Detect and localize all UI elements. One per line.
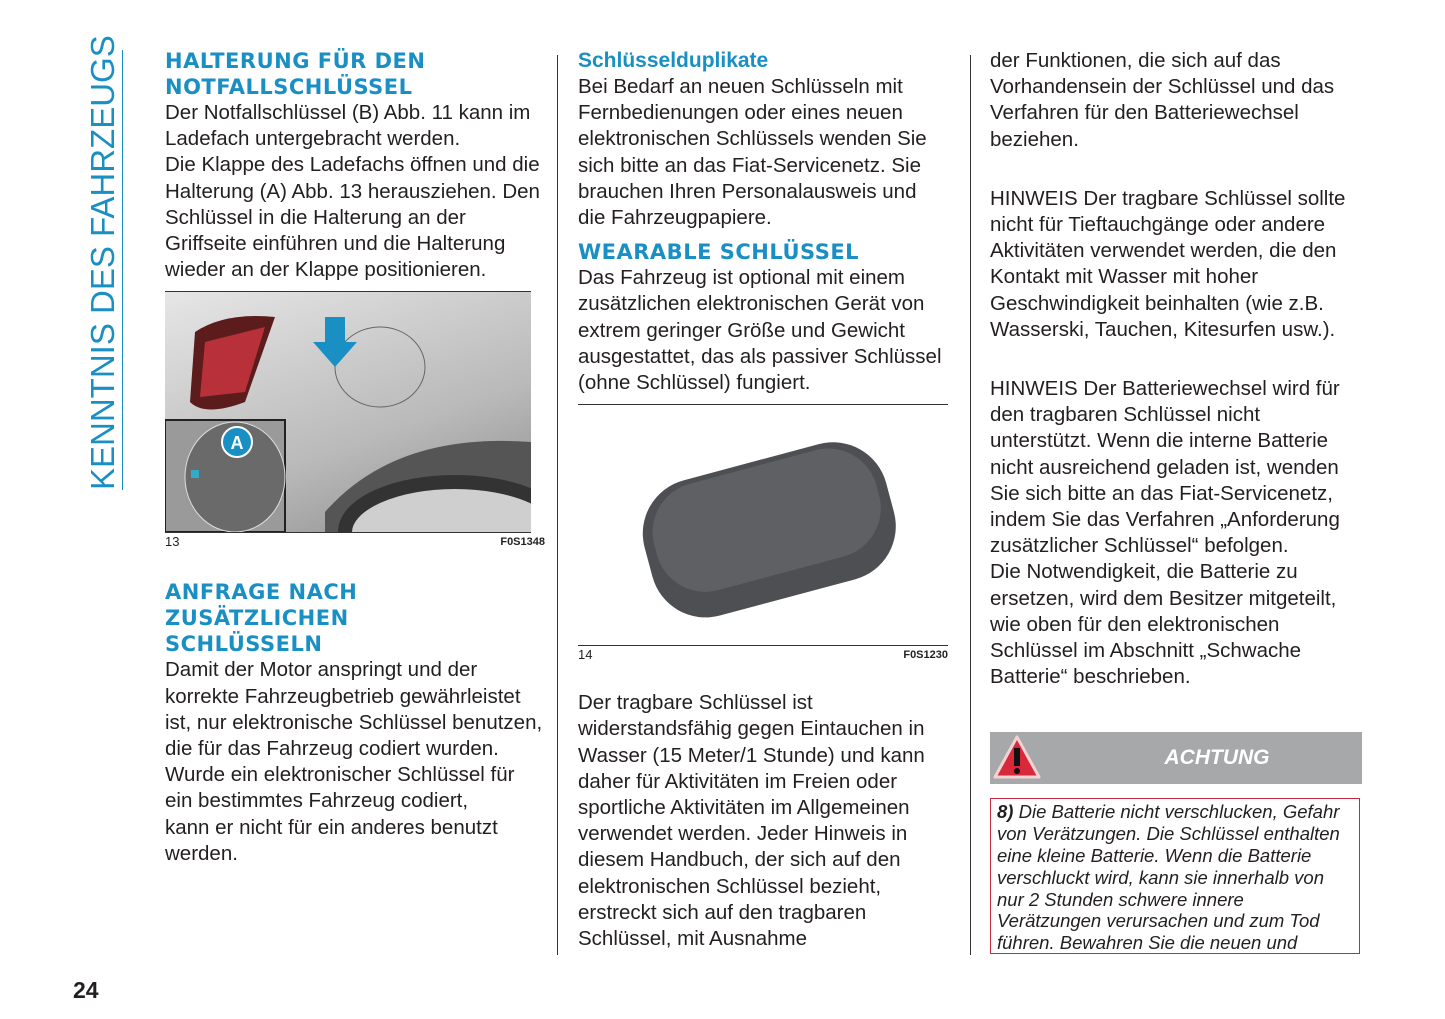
page-number: 24: [73, 977, 99, 1003]
svg-text:A: A: [230, 433, 244, 454]
column-3: [990, 48, 1365, 954]
figure-14-image: [578, 404, 948, 646]
figure-13-caption: 13 F0S1348: [165, 534, 545, 550]
paragraph: Die Notwendigkeit, die Batterie zu ersetzen, wird dem Besitzer mitgeteilt, wie oben für den elektronischen Schlüssel im Abschnitt „Schwache Batterie“ beschrieben.: [990, 560, 1337, 689]
paragraph: Der Notfallschlüssel (B) Abb. 11 kann im Ladefach untergebracht werden.: [165, 101, 531, 151]
note-paragraph: HINWEIS Der Batteriewechsel wird für den tragbaren Schlüssel nicht unterstützt. Wenn die interne Batterie nicht ausreichend geladen ist, wenden Sie sich bitte an das Fiat-Servicenetz, indem Sie das Verfahren „Anforderung zusätzlicher Schlüssel“ befolgen.: [990, 377, 1340, 558]
warning-header: [990, 732, 1362, 784]
warning-title: ACHTUNG: [1164, 746, 1270, 770]
column-divider: [970, 55, 971, 955]
paragraph: der Funktionen, die sich auf das Vorhandensein der Schlüssel und das Verfahren für den Batteriewechsel beziehen.: [990, 49, 1335, 151]
column-1: [165, 48, 545, 867]
figure-14-caption: 14 F0S1230: [578, 647, 948, 663]
heading-additional-keys: ANFRAGE NACH ZUSÄTZLICHEN SCHLÜSSELN: [165, 580, 358, 657]
column-2: [578, 48, 948, 952]
heading-emergency-key-holder: HALTERUNG FÜR DEN NOTFALLSCHLÜSSEL: [165, 49, 426, 99]
note-paragraph: HINWEIS Der tragbare Schlüssel sollte nicht für Tieftauchgänge oder andere Aktivitäten verwendet werden, die den Kontakt mit Wasser mit hoher Geschwindigkeit beinhalten (wie z.B. Wasserski, Tauchen, Kitesurfen usw.).: [990, 186, 1346, 341]
paragraph: Damit der Motor anspringt und der korrekte Fahrzeugbetrieb gewährleistet ist, nur elektronische Schlüssel benutzen, die für das Fahrzeug codiert wurden.: [165, 658, 543, 761]
wearable-key-illustration: [578, 405, 948, 645]
warning-triangle-icon: [992, 733, 1042, 783]
heading-wearable-key: WEARABLE SCHLÜSSEL: [578, 240, 860, 265]
paragraph: Die Klappe des Ladefachs öffnen und die Halterung (A) Abb. 13 herausziehen. Den Schlüssel in die Halterung an der Griffseite einführen und die Halterung wieder an der Klappe positionieren.: [165, 153, 540, 282]
car-fuel-flap-illustration: [165, 292, 531, 532]
paragraph: Bei Bedarf an neuen Schlüsseln mit Fernbedienungen oder eines neuen elektronischen Schlüssels wenden Sie sich bitte an das Fiat-Servicenetz. Sie brauchen Ihren Personalausweis und die Fahrzeugpapiere.: [578, 75, 927, 230]
figure-13-image: [165, 291, 531, 533]
paragraph: Wurde ein elektronischer Schlüssel für ein bestimmtes Fahrzeug codiert, kann er nicht für ein anderes benutzt werden.: [165, 763, 515, 865]
section-side-title: KENNTNIS DES FAHRZEUGS: [84, 35, 121, 490]
paragraph: Das Fahrzeug ist optional mit einem zusätzlichen elektronischen Gerät von extrem geringer Größe und Gewicht ausgestattet, das als passiver Schlüssel (ohne Schlüssel) fungiert.: [578, 266, 942, 395]
subheading-key-duplicates: Schlüsselduplikate: [578, 49, 769, 72]
arrow-down-icon: [313, 317, 357, 367]
paragraph: Der tragbare Schlüssel ist widerstandsfähig gegen Eintauchen in Wasser (15 Meter/1 Stunde) und kann daher für Aktivitäten im Freien oder sportliche Aktivitäten im Allgemeinen verwendet werden. Jeder Hinweis in diesem Handbuch, der sich auf den elektronischen Schlüssel bezieht, erstreckt sich auf den tragbaren Schlüssel, mit Ausnahme: [578, 691, 925, 951]
column-divider: [557, 55, 558, 955]
warning-box: 8) Die Batterie nicht verschlucken, Gefahr von Verätzungen. Die Schlüssel enthalten eine kleine Batterie. Wenn die Batterie verschluckt wird, kann sie innerhalb von nur 2 Stunden schwere innere Verätzungen verursachen und zum Tod führen. Bewahren Sie die neuen und: [990, 798, 1360, 954]
